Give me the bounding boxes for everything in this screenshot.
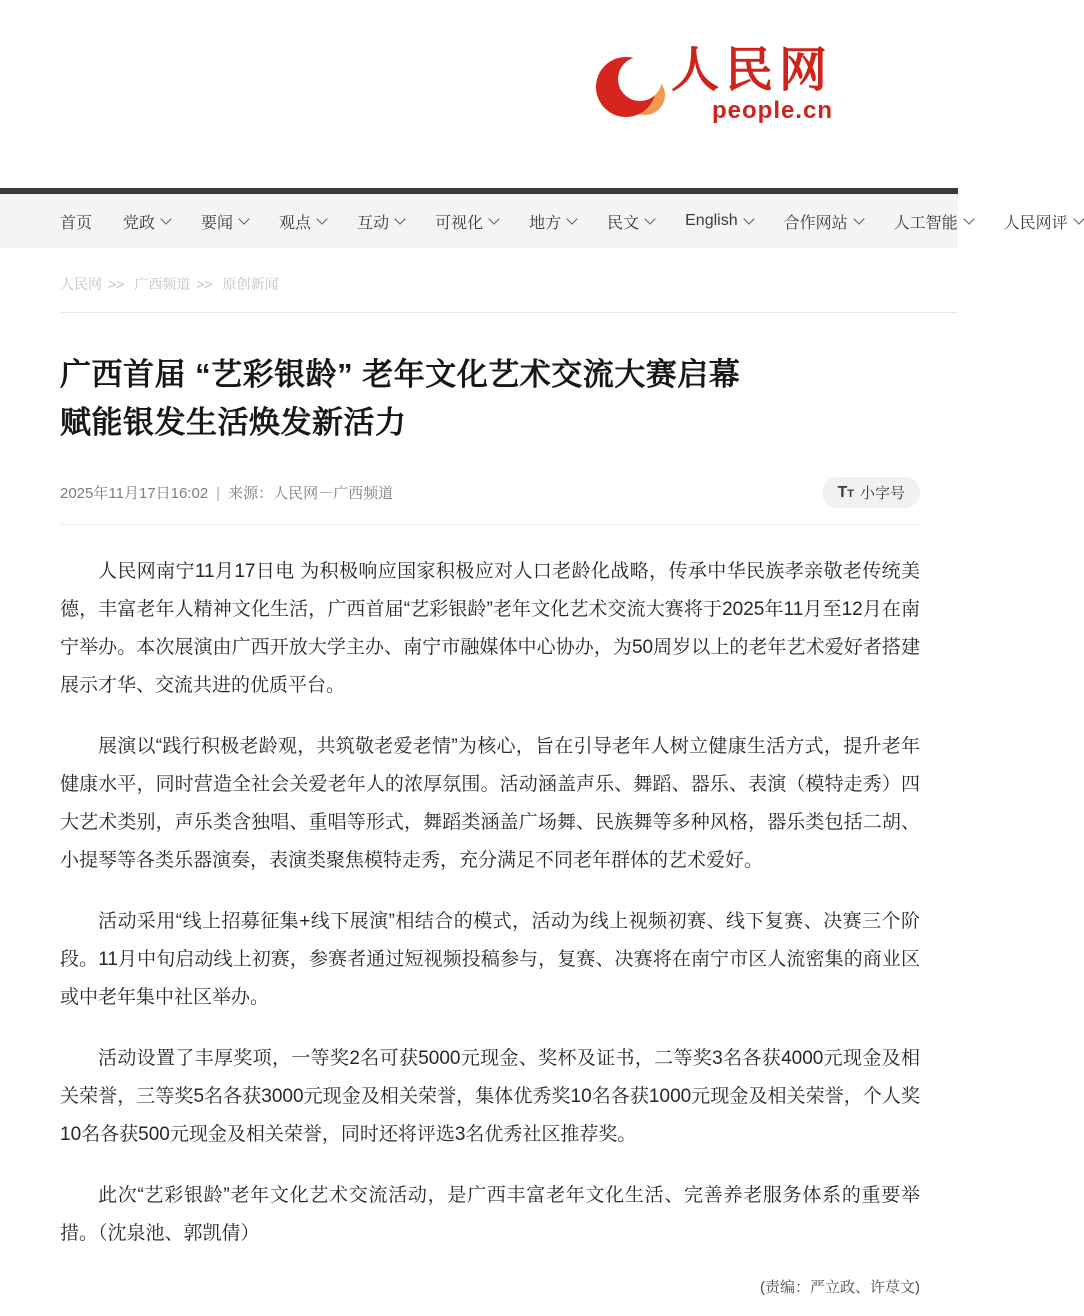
article-title-line: 赋能银发生活焕发新活力	[60, 405, 407, 440]
chevron-down-icon	[853, 213, 864, 224]
article-meta	[60, 482, 393, 503]
chevron-down-icon	[1073, 213, 1084, 224]
breadcrumb-link[interactable]: 原创新闻	[222, 276, 279, 292]
nav-item-label: 党政	[123, 214, 156, 232]
article-paragraph: 活动采用“线上招募征集+线下展演”相结合的模式，活动为线上视频初赛、线下复赛、决赛三个阶段。11月中旬启动线上初赛，参赛者通过短视频投稿参与，复赛、决赛将在南宁市区人流密集的商业区或中老年集中社区举办。	[60, 911, 920, 1008]
breadcrumb-item	[60, 276, 130, 292]
nav-item[interactable]	[357, 210, 404, 233]
chevron-down-icon	[238, 213, 249, 224]
nav-item[interactable]	[894, 210, 973, 233]
nav-item[interactable]	[784, 210, 863, 233]
chevron-down-icon	[743, 213, 754, 224]
article-paragraph: 此次“艺彩银龄”老年文化艺术交流活动，是广西丰富老年文化生活、完善养老服务体系的重要举措。（沈泉池、郭凯倩）	[60, 1185, 920, 1244]
article-title	[60, 351, 920, 447]
article-date: 2025年11月17日16:02	[60, 485, 209, 502]
nav-item-label: English	[685, 212, 738, 229]
breadcrumb	[60, 274, 958, 294]
breadcrumb-item	[134, 276, 218, 292]
meta-divider	[60, 524, 920, 525]
chevron-down-icon	[316, 213, 327, 224]
nav-item[interactable]	[685, 212, 752, 230]
logo-en-text: people.cn	[711, 97, 834, 124]
people-logo-swoosh-icon	[595, 46, 665, 126]
chevron-down-icon	[963, 213, 974, 224]
chevron-down-icon	[644, 213, 655, 224]
article-body	[60, 553, 920, 1253]
font-size-button[interactable]	[822, 477, 920, 508]
logo-cn-text: 人民网	[671, 42, 834, 98]
nav-item-label: 人工智能	[893, 214, 958, 232]
breadcrumb-link[interactable]: 广西频道	[134, 276, 191, 292]
nav-item[interactable]	[60, 210, 92, 233]
meta-separator: |	[216, 485, 221, 502]
article-body-wrap	[60, 553, 920, 1297]
article	[60, 351, 920, 508]
breadcrumb-separator: >>	[108, 276, 125, 292]
nav-item-label: 要闻	[201, 214, 234, 232]
nav-item-label: 首页	[60, 214, 93, 232]
font-size-icon: TT	[837, 483, 854, 501]
article-paragraph: 人民网南宁11月17日电 为积极响应国家积极应对人口老龄化战略，传承中华民族孝亲敬老传统美德，丰富老年人精神文化生活，广西首届“艺彩银龄”老年文化艺术交流大赛将于2025年11月至12月在南宁举办。本次展演由广西开放大学主办、南宁市融媒体中心协办，为50周岁以上的老年艺术爱好者搭建展示才华、交流共进的优质平台。	[60, 561, 920, 696]
nav-item[interactable]	[1004, 210, 1083, 233]
breadcrumb-separator: >>	[196, 276, 213, 292]
article-paragraph: 活动设置了丰厚奖项，一等奖2名可获5000元现金、奖杯及证书，二等奖3名各获4000元现金及相关荣誉，三等奖5名各获3000元现金及相关荣誉，集体优秀奖10名各获1000元现金及相关荣誉，个人奖10名各获500元现金及相关荣誉，同时还将评选3名优秀社区推荐奖。	[60, 1048, 920, 1145]
article-paragraph: 展演以“践行积极老龄观，共筑敬老爱老情”为核心，旨在引导老年人树立健康生活方式，提升老年健康水平，同时营造全社会关爱老年人的浓厚氛围。活动涵盖声乐、舞蹈、器乐、表演（模特走秀）四大艺术类别，声乐类含独唱、重唱等形式，舞蹈类涵盖广场舞、民族舞等多种风格，器乐类包括二胡、小提琴等各类乐器演奏，表演类聚焦模特走秀，充分满足不同老年群体的艺术爱好。	[60, 736, 920, 871]
breadcrumb-item	[223, 276, 279, 292]
article-title-line: 广西首届 “艺彩银龄” 老年文化艺术交流大赛启幕	[60, 357, 741, 392]
nav-item[interactable]	[529, 210, 576, 233]
editor-note: (责编：严立政、许荩文)	[760, 1279, 920, 1296]
nav-item[interactable]	[279, 210, 326, 233]
chevron-down-icon	[394, 213, 405, 224]
nav-item-label: 民文	[607, 214, 640, 232]
nav-item-label: 合作网站	[783, 214, 848, 232]
nav-item[interactable]	[201, 210, 248, 233]
source-value[interactable]: 人民网－广西频道	[273, 485, 394, 502]
chevron-down-icon	[488, 213, 499, 224]
chevron-down-icon	[566, 213, 577, 224]
nav-item[interactable]	[123, 210, 170, 233]
nav-item[interactable]	[435, 210, 498, 233]
nav-item-label: 地方	[529, 214, 562, 232]
site-header	[0, 0, 958, 188]
nav-item[interactable]	[607, 210, 654, 233]
font-size-button-label: 小字号	[859, 485, 905, 502]
breadcrumb-link[interactable]: 人民网	[60, 276, 102, 292]
nav-item-label: 可视化	[435, 214, 484, 232]
article-meta-row	[60, 477, 920, 508]
people-logo[interactable]	[595, 42, 833, 126]
breadcrumb-divider	[60, 312, 958, 313]
nav-item-label: 观点	[279, 214, 312, 232]
nav-item-label: 人民网评	[1003, 214, 1068, 232]
chevron-down-icon	[160, 213, 171, 224]
main-nav	[0, 194, 1068, 248]
nav-item-label: 互动	[357, 214, 390, 232]
source-label: 来源：	[228, 485, 274, 502]
